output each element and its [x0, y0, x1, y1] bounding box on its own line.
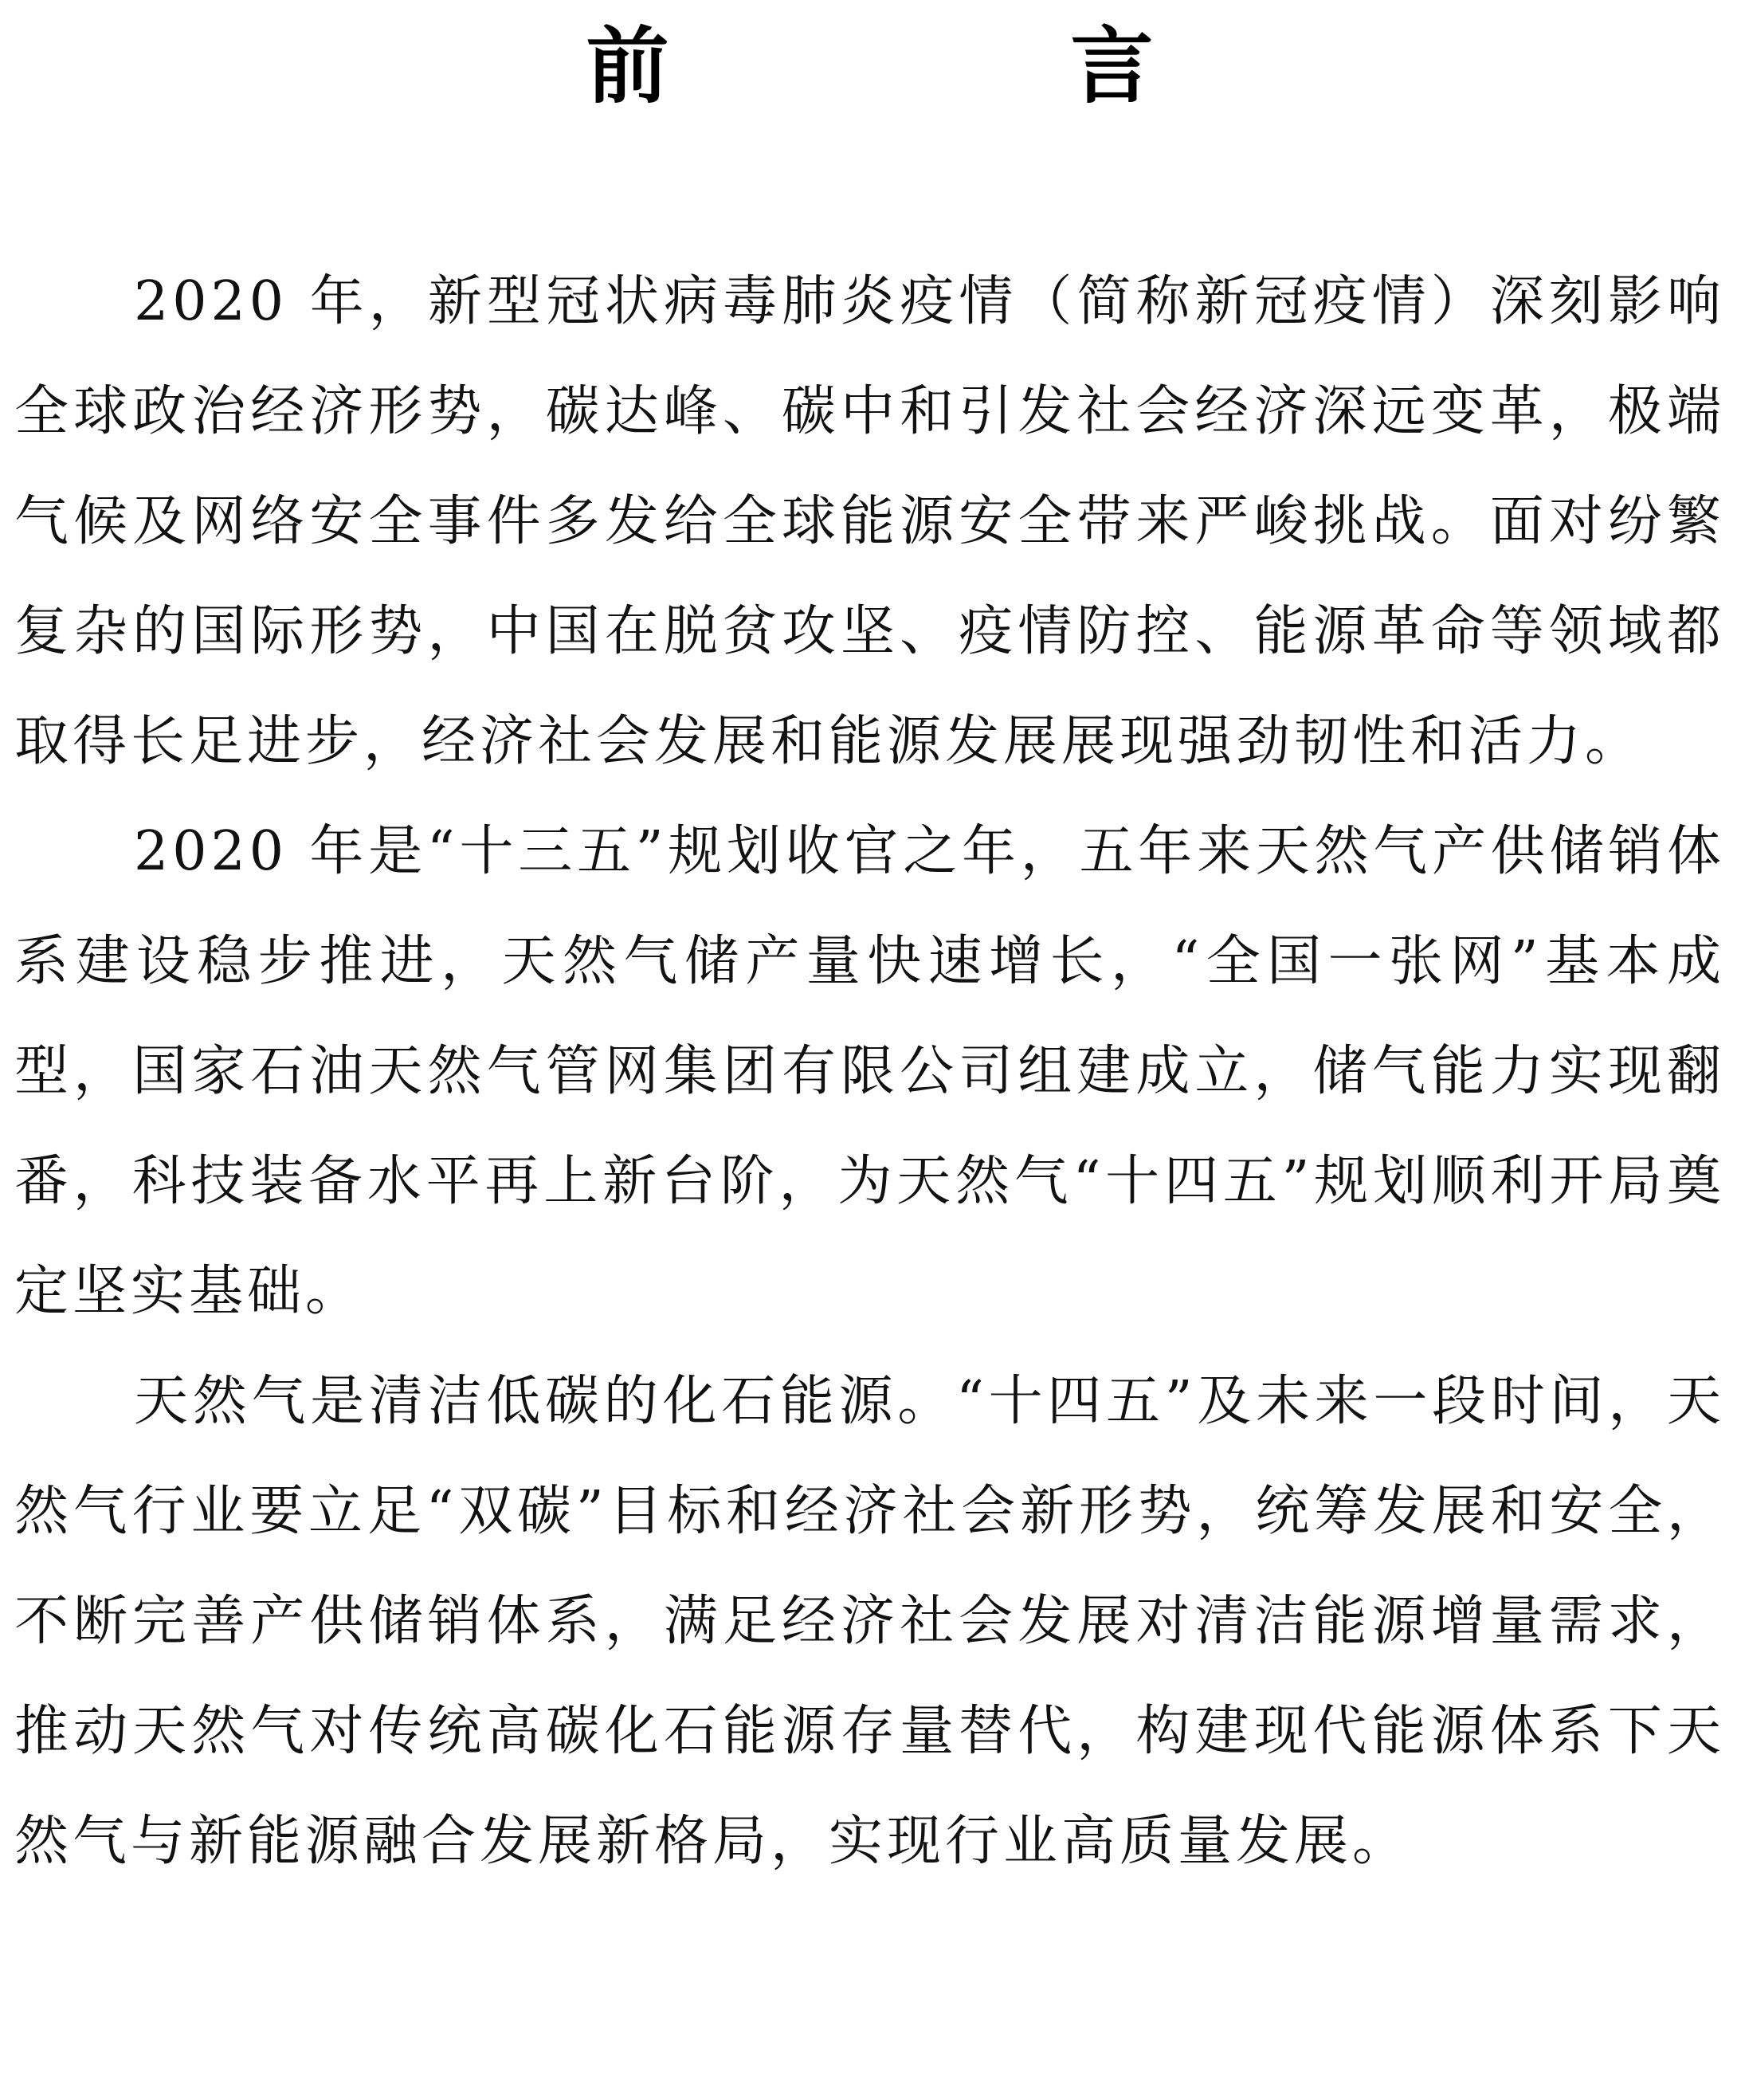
paragraph-3: 天然气是清洁低碳的化石能源。“十四五”及未来一段时间，天然气行业要立足“双碳”目标和经济社会新形势，统筹发展和安全，不断完善产供储销体系，满足经济社会发展对清洁能源增量需求，推动天然气对传统高碳化石能源存量替代，构建现代能源体系下天然气与新能源融合发展新格局，实现行业高质量发展。: [14, 1370, 1725, 1873]
paragraph-1: 2020 年，新型冠状病毒肺炎疫情（简称新冠疫情）深刻影响全球政治经济形势，碳达峰、碳中和引发社会经济深远变革，极端气候及网络安全事件多发给全球能源安全带来严峻挑战。面对纷繁复杂的国际形势，中国在脱贫攻坚、疫情防控、能源革命等领域都取得长足进步，经济社会发展和能源发展展现强劲韧性和活力。: [14, 270, 1725, 773]
page-title: 前 言: [586, 18, 1313, 115]
paragraph-2: 2020 年是“十三五”规划收官之年，五年来天然气产供储销体系建设稳步推进，天然气储产量快速增长，“全国一张网”基本成型，国家石油天然气管网集团有限公司组建成立，储气能力实现翻番，科技装备水平再上新台阶，为天然气“十四五”规划顺利开局奠定坚实基础。: [14, 820, 1725, 1323]
document-body: [14, 247, 1725, 1897]
